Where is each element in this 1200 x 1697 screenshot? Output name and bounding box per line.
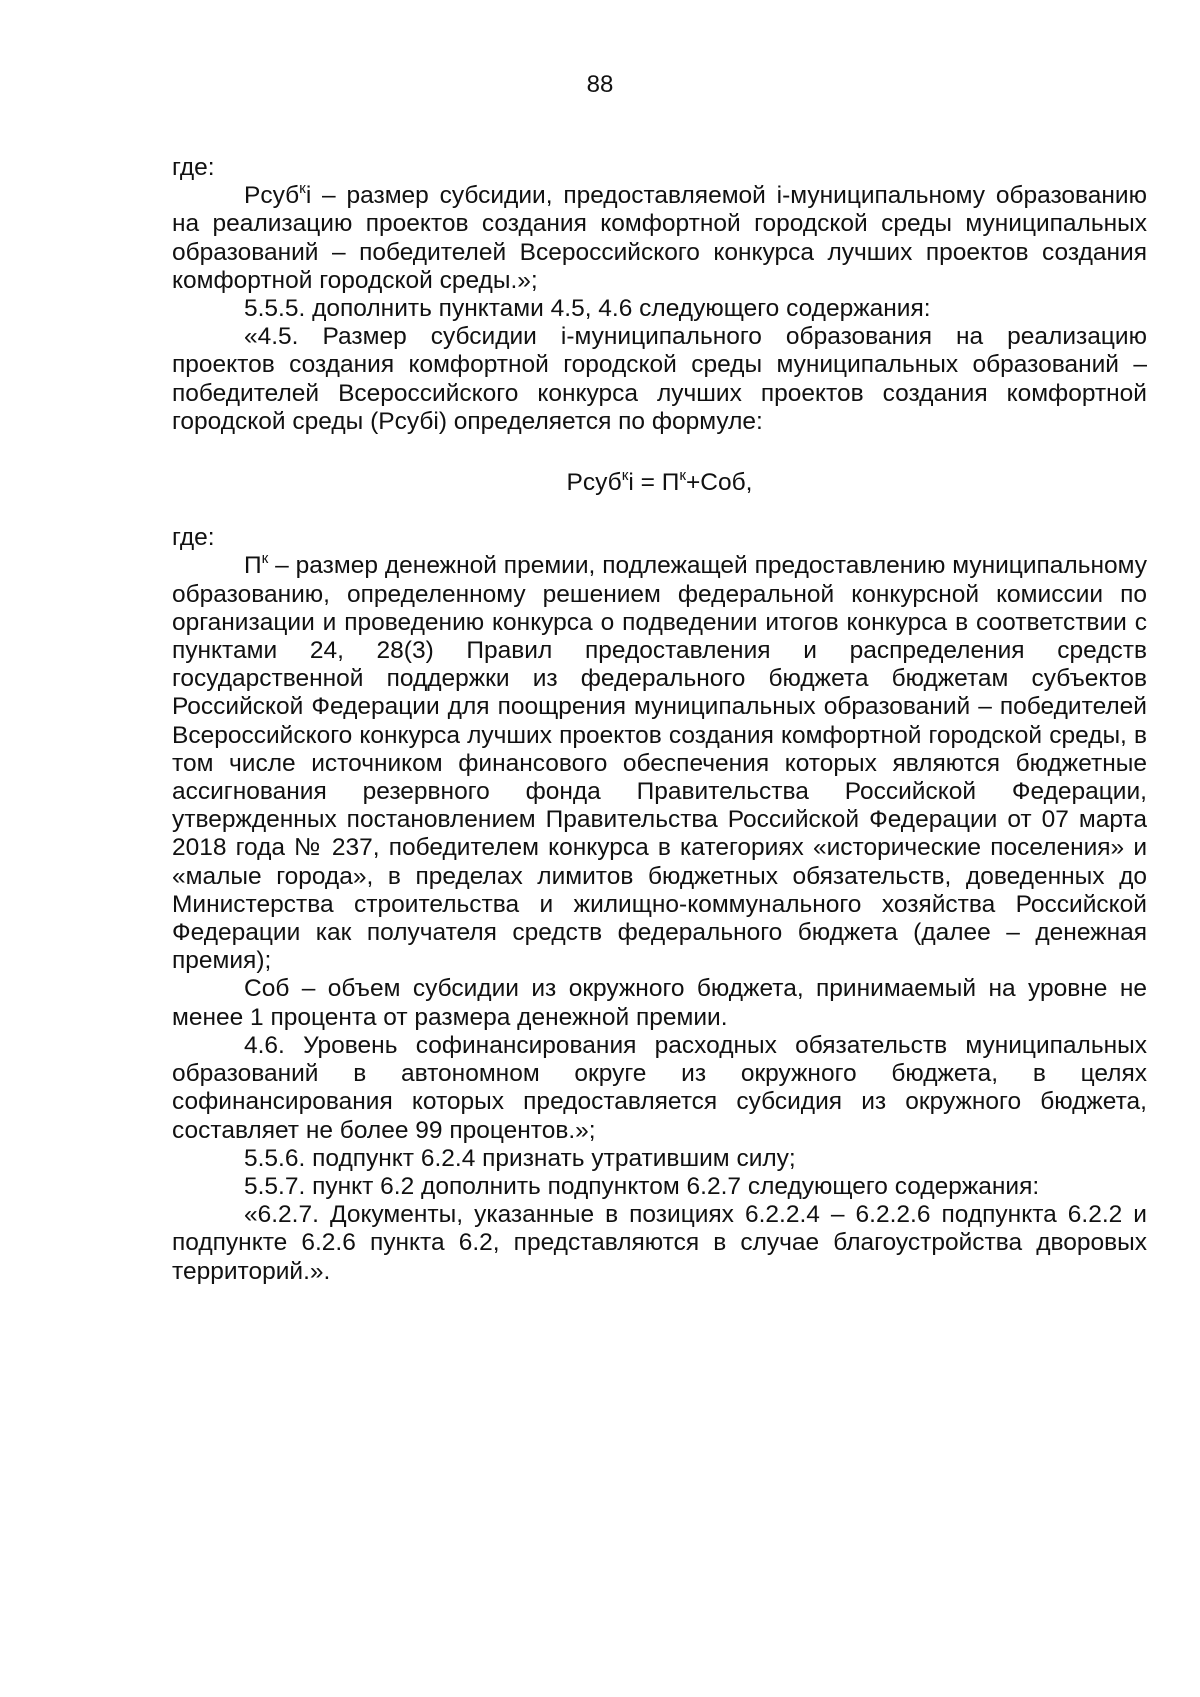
formula-rhs-tail: +Соб,: [685, 469, 753, 497]
clause-4-6: 4.6. Уровень софинансирования расходных обязательств муниципальных образований в автономном округе из окружного бюджета, в целях софинансирования которых предоставляется субсидия из окружного бюджета, составляет не более 99 процентов.»;: [172, 1031, 1147, 1144]
item-5-5-6: 5.5.6. подпункт 6.2.4 признать утратившим силу;: [244, 1144, 796, 1172]
item-5-5-7: 5.5.7. пункт 6.2 дополнить подпунктом 6.2.7 следующего содержания:: [244, 1172, 1040, 1200]
where-label-2: где:: [172, 524, 215, 552]
document-body: [172, 154, 1147, 1286]
page-number: 88: [586, 71, 614, 98]
definition-sob: Соб – объем субсидии из окружного бюджета, принимаемый на уровне не менее 1 процента от размера денежной премии.: [172, 975, 1147, 1031]
formula-lhs-base: Рсуб: [566, 469, 622, 497]
symbol-rsub-index: i: [305, 182, 312, 210]
item-5-5-5: 5.5.5. дополнить пунктами 4.5, 4.6 следующего содержания:: [244, 295, 931, 323]
symbol-pk-superscript: к: [261, 550, 269, 568]
formula-lhs-superscript: к: [621, 466, 629, 484]
clause-4-5: «4.5. Размер субсидии i-муниципального образования на реализацию проектов создания комфортной городской среды муниципальных образований – победителей Всероссийского конкурса лучших проектов создания комфортной городской среды (Рсубi) определяется по формуле:: [172, 323, 1147, 435]
symbol-pk-base: П: [244, 552, 262, 580]
definition-pk: [172, 552, 1147, 975]
definition-rsub-text: – размер субсидии, предоставляемой i-муниципальному образованию на реализацию проектов создания комфортной городской среды муниципальных образований – победителей Всероссийского конкурса лучших проектов создания комфортной городской среды.»;: [172, 182, 1147, 294]
formula: [172, 466, 1147, 497]
clause-6-2-7: «6.2.7. Документы, указанные в позициях 6.2.2.4 – 6.2.2.6 подпункта 6.2.2 и подпункте 6.2.6 пункта 6.2, представляются в случае благоустройства дворовых территорий.».: [172, 1201, 1147, 1285]
symbol-rsub-base: Рсуб: [244, 182, 300, 210]
formula-rhs-superscript: к: [679, 466, 686, 484]
formula-lhs-tail: i = П: [628, 469, 680, 497]
definition-rsub: [172, 182, 1147, 295]
symbol-rsub-superscript: к: [299, 180, 306, 198]
definition-pk-text: – размер денежной премии, подлежащей предоставлению муниципальному образованию, определенному решением федеральной конкурсной комиссии по организации и проведению конкурса о подведении итогов конкурса в соответствии с пунктами 24, 28(3) Правил предоставления и распределения средств государственной поддержки из федерального бюджета бюджетам субъектов Российской Федерации для поощрения муниципальных образований – победителей Всероссийского конкурса лучших проектов создания комфортной городской среды, в том числе источником финансового обеспечения которых являются бюджетные ассигнования резервного фонда Правительства Российской Федерации, утвержденных постановлением Правительства Российской Федерации от 07 марта 2018 года № 237, победителем конкурса в категориях «исторические поселения» и «малые города», в пределах лимитов бюджетных обязательств, доведенных до Министерства строительства и жилищно-коммунального хозяйства Российской Федерации как получателя средств федерального бюджета (далее – денежная премия);: [172, 552, 1147, 975]
where-label-1: где:: [172, 154, 215, 181]
